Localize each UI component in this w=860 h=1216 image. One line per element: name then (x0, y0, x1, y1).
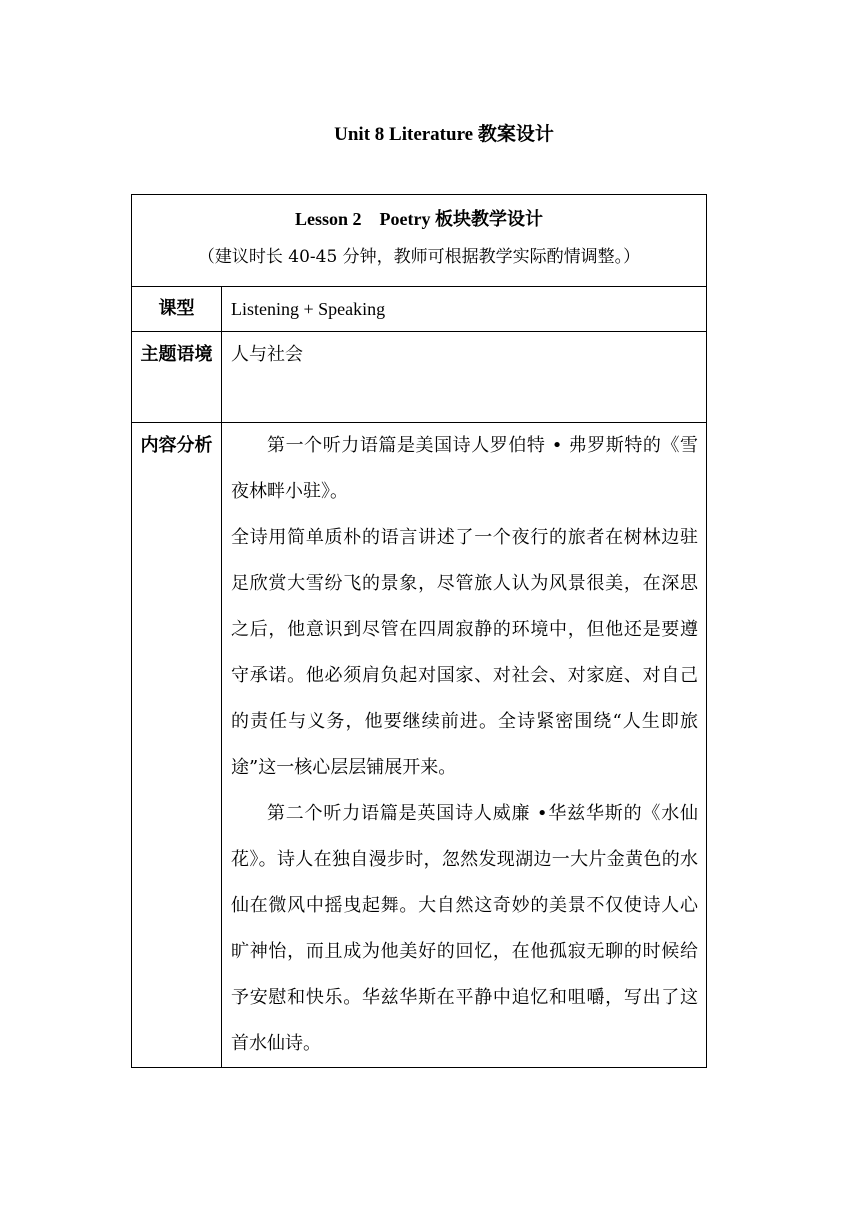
table-row-theme-context (132, 332, 707, 423)
lesson-type-label-cell (132, 287, 222, 332)
analysis-paragraph-3: 第二个听力语篇是英国诗人威廉 •华兹华斯的《水仙花》。诗人在独自漫步时，忽然发现湖边一大片金黄色的水仙在微风中摇曳起舞。大自然这奇妙的美景不仅使诗人心旷神怡，而且成为他美好的回忆，在他孤寂无聊的时候给予安慰和快乐。华兹华斯在平静中追忆和咀嚼，写出了这首水仙诗。 (231, 803, 699, 1054)
content-analysis-label: 内容分析 (140, 435, 213, 456)
table-row-lesson-type (132, 287, 707, 332)
lesson-title: Lesson 2 Poetry 板块教学设计 (295, 209, 543, 229)
lesson-type-value: Listening + Speaking (231, 299, 386, 319)
analysis-paragraph-1: 第一个听力语篇是美国诗人罗伯特 • 弗罗斯特的《雪夜林畔小驻》。 (231, 435, 699, 502)
theme-context-value: 人与社会 (231, 344, 303, 365)
content-analysis-value-cell (222, 423, 707, 1068)
table-row-content-analysis (132, 423, 707, 1068)
lesson-type-value-cell (222, 287, 707, 332)
theme-context-label-cell (132, 332, 222, 423)
theme-context-label: 主题语境 (140, 344, 213, 365)
content-analysis-label-cell (132, 423, 222, 1068)
table-header-row (132, 195, 707, 287)
table-header-cell (132, 195, 707, 287)
lesson-type-label: 课型 (158, 298, 195, 319)
document-title: Unit 8 Literature 教案设计 (334, 124, 554, 145)
theme-context-value-cell (222, 332, 707, 423)
content-analysis-text (222, 423, 706, 1067)
lesson-plan-table (131, 194, 707, 1068)
lesson-duration-note: （建议时长 40-45 分钟，教师可根据教学实际酌情调整。） (197, 247, 641, 267)
analysis-paragraph-2: 全诗用简单质朴的语言讲述了一个夜行的旅者在树林边驻足欣赏大雪纷飞的景象，尽管旅人认为风景很美，在深思之后，他意识到尽管在四周寂静的环境中，但他还是要遵守承诺。他必须肩负起对国家、对社会、对家庭、对自己的责任与义务，他要继续前进。全诗紧密围绕“人生即旅途”这一核心层层铺展开来。 (231, 527, 699, 778)
